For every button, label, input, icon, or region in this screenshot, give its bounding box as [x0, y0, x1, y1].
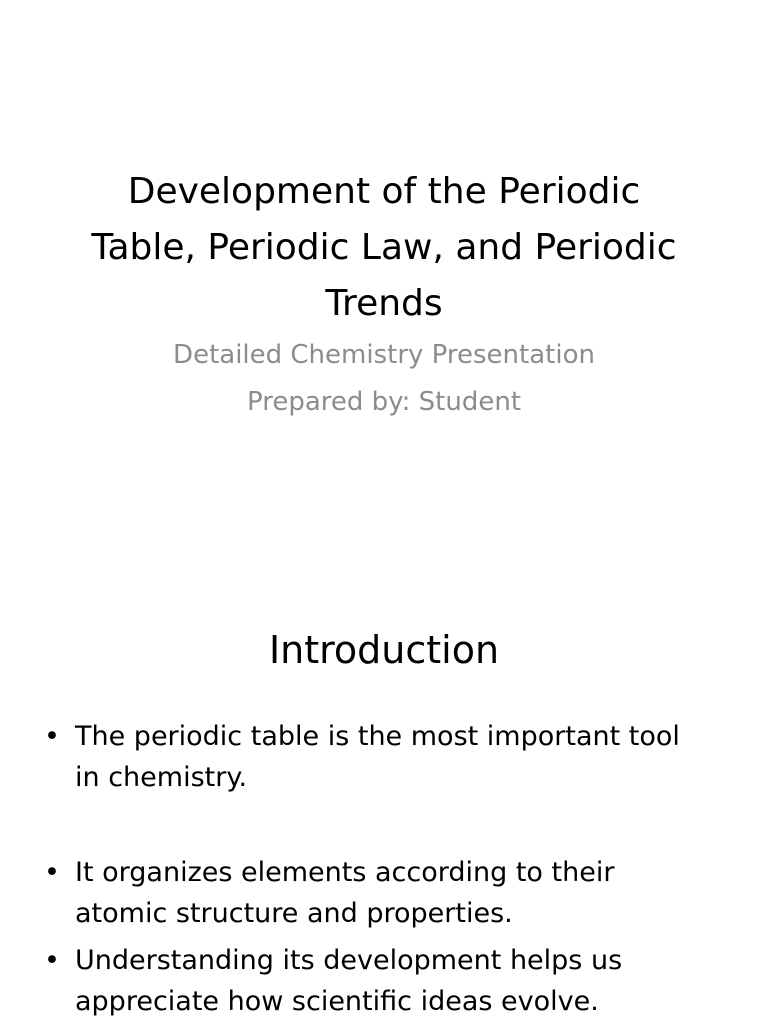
bullet-dot-icon: • [44, 945, 60, 976]
bullet-line: appreciate how scientific ideas evolve. [75, 986, 599, 1017]
subtitle-line: Detailed Chemistry Presentation [173, 340, 595, 370]
bullet-item [40, 940, 720, 1022]
slide-title-line: Trends [325, 283, 443, 324]
bullet-line: The periodic table is the most important tool [75, 721, 680, 752]
bullet-item [40, 852, 720, 934]
bullet-line: It organizes elements according to their [75, 857, 615, 888]
bullet-line: in chemistry. [75, 762, 248, 793]
slide-title-line: Development of the Periodic [127, 171, 641, 212]
slide-subtitle [40, 332, 728, 426]
slide-heading: Introduction [268, 628, 500, 672]
bullet-dot-icon: • [44, 857, 60, 888]
slide-title [40, 164, 728, 332]
introduction-slide [0, 576, 768, 1024]
bullet-dot-icon: • [44, 721, 60, 752]
bullet-line: Understanding its development helps us [75, 945, 623, 976]
subtitle-line: Prepared by: Student [246, 387, 522, 417]
bullet-line: atomic structure and properties. [75, 898, 513, 929]
bullet-item [40, 716, 720, 798]
slide-title-line: Table, Periodic Law, and Periodic [91, 227, 677, 268]
bullet-list [40, 716, 720, 1022]
